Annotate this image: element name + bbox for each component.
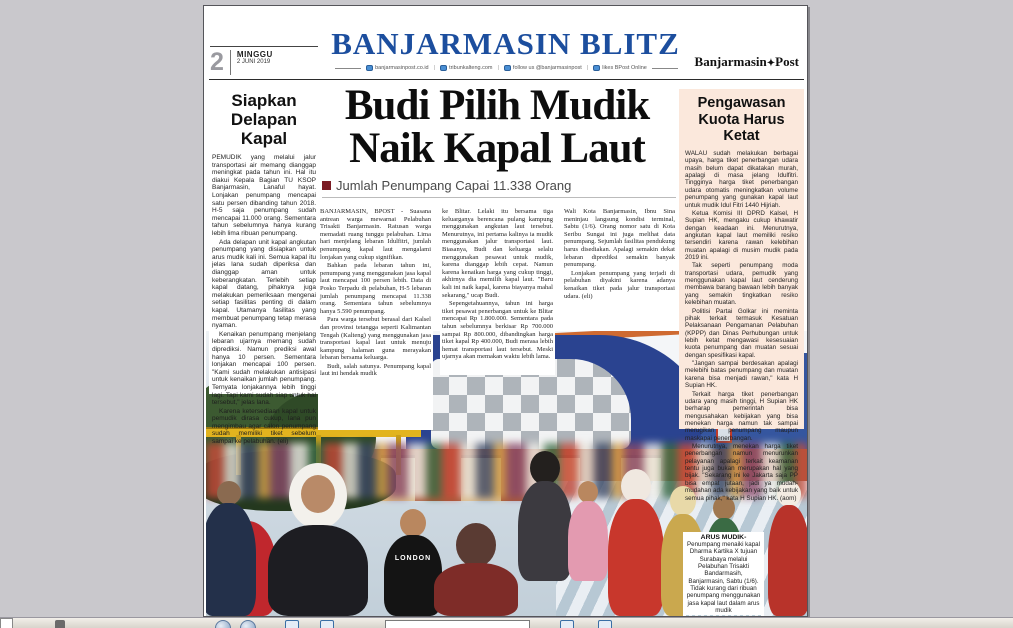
subhead-row: [322, 178, 676, 198]
separator: |: [586, 65, 589, 71]
paragraph: ke Blitar. Lelaki itu bersama tiga keluarganya berencana pulang kampung menggunakan angkutan laut tersebut. Menurutnya, ini pertama kalinya ia mudik menggunakan jalur transportasi laut. Biasanya, Budi dan keluarga selalu menggunakan pesawat untuk mudik, karena dianggap lebih cepat. Namun karena kenaikan harga yang cukup tinggi, akhirnya dia memilih kapal laut. "Baru kali ini naik kapal, karena biayanya mahal sekarang," ucap Budi.: [442, 208, 553, 299]
article-body: [212, 154, 316, 446]
viewer-toolbar: [0, 617, 1013, 628]
main-article-columns: [318, 207, 678, 430]
paragraph-text: BANJARMASIN, BPOST - Suasana antrean warga mewarnai Pelabuhan Trisakti Banjarmasin. Ratusan warga memadati ruang tunggu pelabuhan. Lima hari menjelang lebaran Idulfitri, jumlah penumpang kapal laut mengalami lonjakan yang cukup signifikan.: [320, 208, 431, 261]
next-page-icon[interactable]: [320, 620, 334, 628]
headline-line1: Budi Pilih Mudik: [344, 82, 650, 129]
paragraph: Ketua Komisi III DPRD Kalsel, H Supian HK, mengaku cukup khawatir dengan keadaan ini. Menurutnya, angkutan kapal laut memiliki resiko tersendiri karena rawan kelebihan muatan apalagi di musim mudik pada 2019 ini.: [685, 209, 798, 262]
person-child-pink: [568, 481, 608, 581]
sidebar-title-line2: Kuota Harus Ketat: [698, 111, 785, 145]
shirt-text: LONDON: [394, 555, 432, 562]
paragraph: Bahkan pada lebaran tahun ini, penumpang yang menggunakan jasa kapal laut mencapai 100 persen lebih. Data di Posko Terpadu di pelabuhan, H-5 lebaran jumlah penumpang mencapai 11.338 orang. Sementara tahun sebelumnya hanya 5.590 penumpang.: [320, 262, 431, 315]
caption-clipped-line: [686, 615, 761, 616]
paragraph: Budi, salah satunya. Penumpang kapal laut ini hendak mudik: [320, 362, 431, 378]
person-dark: [206, 481, 256, 616]
person-black-hijab: [518, 451, 572, 581]
paragraph: Politisi Partai Golkar ini meminta pihak terkait termasuk Kesatuan Pelaksanaan Pengamanan Pelabuhan (KPPP) dan Dinas Perhubungan untuk lebih ketat mengawasi kesesuaian kuota penumpang dan muatan sesuai dengan spesifikasi kapal.: [685, 307, 798, 359]
day-label: MINGGU: [236, 50, 273, 59]
paragraph: [320, 208, 431, 261]
facebook-icon: [593, 65, 600, 71]
brand-logo: [695, 54, 799, 70]
prev-page-icon[interactable]: [285, 620, 299, 628]
social-label: likes BPost Online: [602, 65, 647, 71]
date-label: 2 JUNI 2019: [236, 59, 271, 65]
separator: |: [433, 65, 436, 71]
separator: |: [497, 65, 499, 71]
social-link-facebook: [593, 65, 647, 71]
social-link-website2: [440, 65, 492, 71]
column-2: [440, 207, 555, 375]
rule-dash: [335, 68, 361, 69]
nav-forward-icon[interactable]: [240, 620, 256, 628]
column-3: [562, 207, 677, 306]
app-icon[interactable]: [55, 620, 65, 628]
nav-back-icon[interactable]: [215, 620, 231, 628]
paragraph: PEMUDIK yang melalui jalur transportasi air memang dianggap meningkat pada tahun ini. Hal itu diakui Kepala Bagian TU KSOP Banjarmasin, Lanaful hayat. Lonjakan penumpang mencapai satu persen dibanding tahun 2018. H-5 saja penumpang sudah mencapai 11.000 orang. Sementara tahun sebelumnya hanya kurang lebih lima ribuan penumpang.: [212, 154, 316, 238]
paragraph: Lonjakan penumpang yang terjadi di pelabuhan diyakini karena adanya kenaikan tiket pada jalur transportasi udara. (eli): [564, 269, 675, 300]
caption-label: ARUS MUDIK-: [700, 534, 747, 541]
date-block: [231, 50, 273, 65]
social-label: banjarmasinpost.co.id: [375, 65, 429, 71]
paragraph: Ada delapan unit kapal angkutan penumpang yang disiapkan untuk arus mudik kali ini. Semua kapal itu jelas lana sudah diperiksa dan dianggap aman untuk keberangkatan. Terlebih setiap kapal datang, pihaknya juga melakukan pemeriksaan mengenai setiap fasilitas penting di dalam kapal. Utamanya fasilitas yang membuat penumpang tetap merasa nyaman.: [212, 238, 316, 330]
caption-text: Penumpang menaiki kapal Dharma Kartika X tujuan Surabaya melalui Pelabuhan Trisakti Bandarmasih, Banjarmasin, Sabtu (1/6). Tidak kurang dari ribuan penumpang menggunakan jasa kapal laut dalam arus mudik: [686, 541, 761, 614]
paragraph: Kenaikan penumpang menjelang lebaran ujarnya memang sudah diprediksi. Namun prediksi awal hanya 10 persen. Sementara lonjakan mencapai 100 persen. "Kami sudah melakukan antisipasi untuk kenaikan jumlah penumpang. Ternyata lonjakannya lebih tinggi lagi. Tapi kami sudah siap untuk hal tersebut," jelas lana.: [212, 330, 316, 407]
zoom-in-icon[interactable]: [598, 620, 612, 628]
social-link-website: [366, 65, 429, 71]
subhead-text: Jumlah Penumpang Capai 11.338 Orang: [336, 178, 572, 193]
website-icon: [440, 65, 447, 71]
headline-line2: Naik Kapal Laut: [349, 125, 645, 172]
newspaper-page: [203, 5, 808, 617]
paragraph: Tak seperti penumpang moda transportasi udara, pemudik yang menggunakan kapal laut cenderung membawa barang bawaan lebih banyak yang semakin tingkatkan resiko kelebihan muatan.: [685, 262, 798, 307]
main-headline: [318, 84, 676, 170]
person-maroon-hijab: [434, 523, 518, 616]
person-red-dress: [608, 469, 664, 616]
paragraph: WALAU sudah melakukan berbagai upaya, harga tiket penerbangan udara masih belum dapat dikatakan murah, apalagi di masa jelang Idulfitri. Tingginya harga tiket penerbangan udara otomatis meningkatkan volume penumpang yang gunakan kapal laut untuk mudik Idul Fitri 1440 Hijriah.: [685, 150, 798, 209]
brand-text: Banjarmasin: [694, 54, 767, 69]
paragraph: Karena ketersediaan kapal untuk pemudik dirasa cukup, lana pun mengimbau agar calon penumpang sudah memiliki tiket sebelum sampai ke pelabuhan. (eli): [212, 407, 316, 446]
social-links-row: [324, 65, 689, 71]
paragraph: "Jangan sampai berdesakan apalagi melebihi batas penumpang dan muatan karena bisa menjadi rawan," kata H Supian HK.: [685, 360, 798, 390]
social-label: follow us @banjarmasinpost: [512, 65, 582, 71]
document-icon[interactable]: [0, 618, 13, 628]
paragraph: Menurutnya, menekan harga tiket penerbangan namun menurunkan pelayanan apalagi terkait keamanan tentu juga bukan merupakan hal yang bijak. "Sekarang ini ke Jakarta saja PP bisa empat jutaan, jadi ya mudah-mudahan ada kebijakan yang baik untuk semua pihak," kata H Supian HK. (aom): [685, 443, 798, 502]
paragraph: Wali Kota Banjarmasin, Ibnu Sina meninjau langsung kondisi terminal, Sabtu (1/6). Orang nomor satu di Kota Seribu Sungai ini juga melihat data penumpang. Sejumlah fasilitas pendukung harus disediakan. Apalagi semakin dekat lebaran diprediksi semakin banyak penumpang.: [564, 208, 675, 269]
sidebar-title: [685, 95, 798, 145]
zoom-out-icon[interactable]: [560, 620, 574, 628]
subhead-bullet-icon: [322, 181, 331, 190]
paragraph: Sepengetahuannya, tahun ini harga tiket pesawat penerbangan untuk ke Blitar mencapai Rp 1.800.000. Sementara pada tahun sebelumnya berkisar Rp 700.000 sampai Rp 800.000, dibandingkan harga tiket kapal Rp 400.000, Budi merasa lebih hemat transportasi laut tersebut. Meski ujarnya akan memakan waktu lebih lama.: [442, 300, 553, 361]
article-title: Siapkan Delapan Kapal: [230, 91, 298, 149]
page-select-field[interactable]: [385, 620, 530, 628]
article-siapkan-delapan-kapal: [209, 89, 319, 446]
rule-dash: [652, 68, 678, 69]
social-link-twitter: [504, 65, 582, 71]
paragraph: Terkait harga tiket penerbangan udara yang masih tinggi, H Supian HK berharap pemerintah bisa mengusahakan kebijakan yang bisa menekan harga namun tak sampai merugikan penumpang maupun maskapai penerbangan.: [685, 390, 798, 442]
person-white-hijab: [268, 463, 368, 616]
photo-caption: [683, 532, 764, 616]
social-label: tribunkalteng.com: [449, 65, 493, 71]
column-1: [318, 207, 433, 430]
sidebar-title-line1: Pengawasan: [697, 95, 786, 111]
website-icon: [366, 65, 373, 71]
main-headline-block: [318, 84, 676, 208]
sidebar-pengawasan-kuota: [679, 89, 804, 502]
page-number-block: [210, 46, 318, 75]
page-number: 2: [210, 50, 231, 75]
sidebar-body: [685, 150, 798, 502]
twitter-icon: [504, 65, 511, 71]
brand-emblem-icon: ✦: [766, 58, 776, 69]
masthead-title: BANJARMASIN BLITZ: [331, 26, 680, 61]
paragraph: Para warga tersebut berasal dari Kalsel dan provinsi tetangga seperti Kalimantan Tengah (Kalteng) yang menggunakan jasa transportasi kapal laut untuk menuju kampung halaman guna merayakan lebaran bersama keluarga.: [320, 316, 431, 362]
brand-text2: Post: [775, 54, 799, 69]
header-rule: [209, 79, 804, 80]
